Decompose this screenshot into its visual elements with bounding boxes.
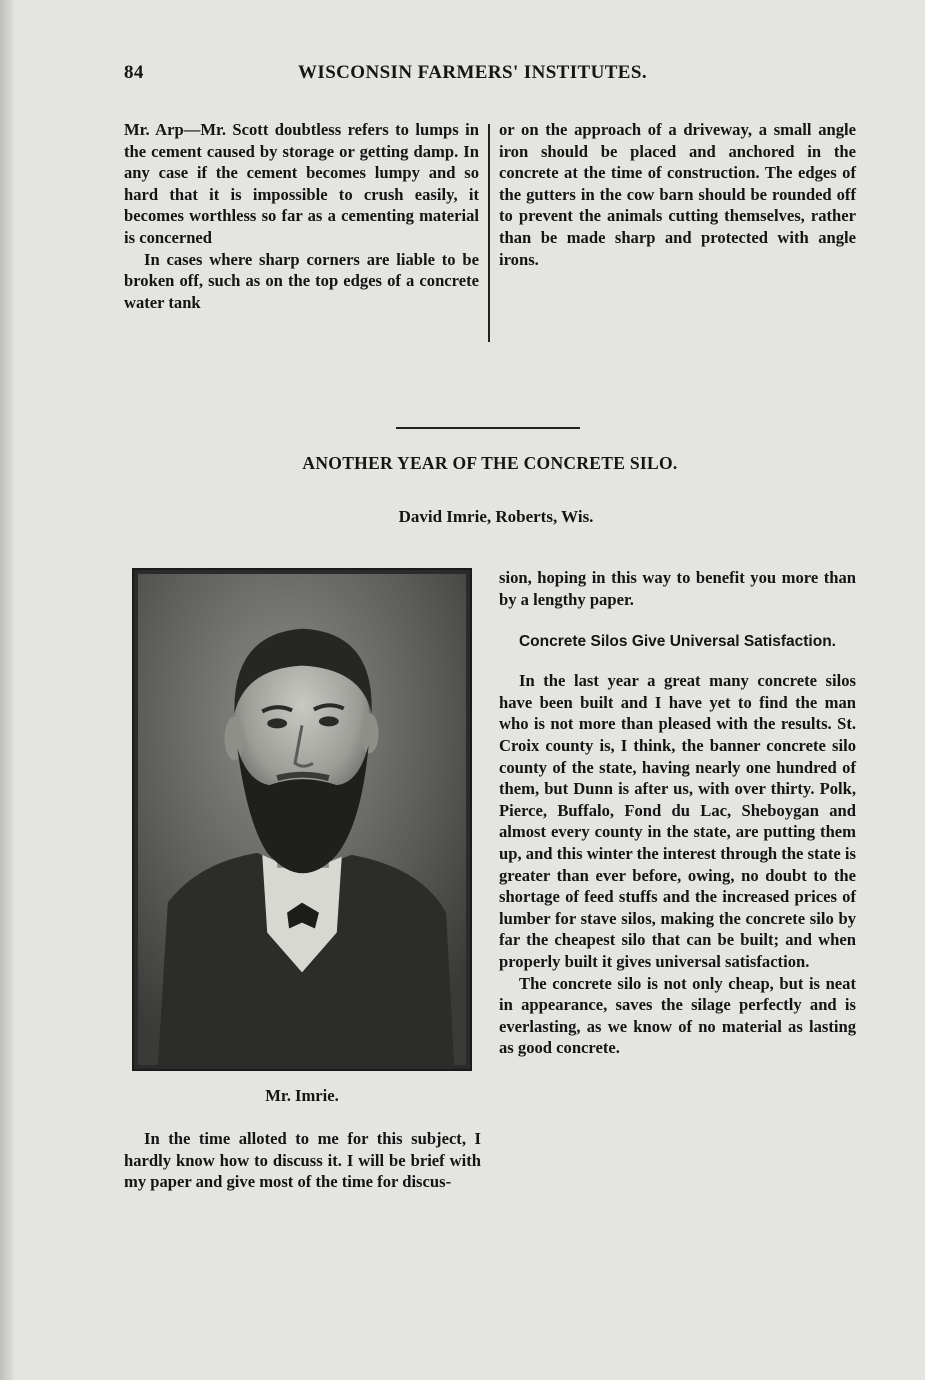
paragraph: or on the approach of a driveway, a small angle iron should be placed and anchored in the concrete at the time of construction. The edges of the gutters in the cow barn should be rounded off to prevent the animals cutting themselves, rather than be made sharp and protected with angle irons. (499, 120, 856, 269)
paragraph: Mr. Arp—Mr. Scott doubtless refers to lumps in the cement caused by storage or getting damp. In any case if the cement becomes lumpy and so hard that it is impossible to crush easily, it becomes worthless so far as a cementing material is concerned (124, 120, 479, 247)
running-title: WISCONSIN FARMERS' INSTITUTES. (298, 62, 647, 83)
photo-caption: Mr. Imrie. (265, 1086, 339, 1105)
article-right-column (499, 567, 856, 1059)
paragraph: sion, hoping in this way to benefit you more than by a lengthy paper. (499, 568, 856, 609)
article-title: ANOTHER YEAR OF THE CONCRETE SILO. (302, 453, 678, 473)
running-header (124, 62, 854, 92)
article-left-column (124, 1128, 481, 1193)
page-number: 84 (124, 62, 144, 83)
section-subheading: Concrete Silos Give Universal Satisfaction. (518, 633, 836, 651)
paragraph: In the last year a great many concrete silos have been built and I have yet to find the man who is not more than pleased with the results. St. Croix county is, I think, the banner concrete silo county of the state, having nearly one hundred of them, but Dunn is after us, with over thirty. Polk, Pierce, Buffalo, Fond du Lac, Sheboygan and almost every county in the state, are putting them up, and this winter the interest through the state is greater than ever before, owing, no doubt to the shortage of feed stuffs and the increased prices of lumber for stave silos, making the concrete silo by far the cheapest silo that can be built; and when properly built it gives universal satisfaction. (499, 671, 856, 971)
paragraph: The concrete silo is not only cheap, but is neat in appearance, saves the silage perfectly and is everlasting, as we know of no material as lasting as good concrete. (499, 973, 856, 1058)
article-byline: David Imrie, Roberts, Wis. (398, 507, 594, 526)
paragraph: In the time alloted to me for this subject, I hardly know how to discuss it. I will be brief with my paper and give most of the time for discus- (124, 1129, 481, 1192)
page-binding-edge (0, 0, 14, 1380)
paragraph: In cases where sharp corners are liable to be broken off, such as on the top edges of a concrete water tank (124, 249, 479, 312)
portrait-photo (132, 568, 472, 1071)
section-divider (396, 427, 580, 429)
top-left-column (124, 119, 479, 313)
top-right-column (499, 119, 856, 270)
portrait-image (138, 574, 466, 1065)
column-divider (488, 124, 490, 342)
